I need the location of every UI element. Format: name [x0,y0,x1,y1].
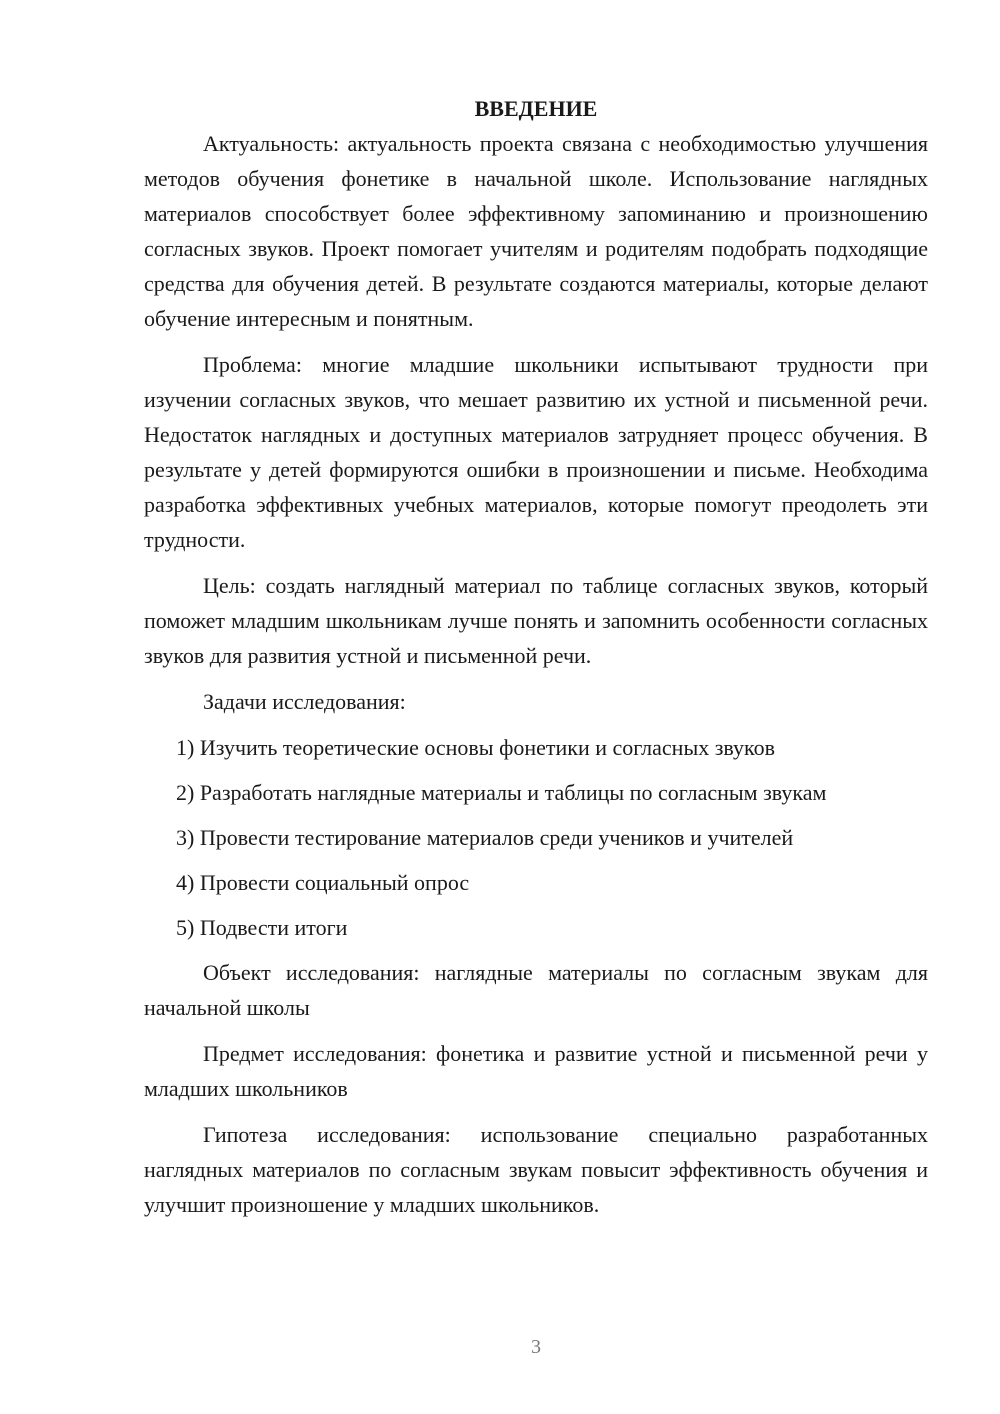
page-number: 3 [531,1336,541,1358]
subject-paragraph: Предмет исследования: фонетика и развитие устной и письменной речи у младших школьников [144,1041,928,1101]
tasks-heading: Задачи исследования: [203,689,406,714]
goal-paragraph: Цель: создать наглядный материал по таблице согласных звуков, который поможет младшим школьникам лучше понять и запомнить особенности согласных звуков для развития устной и письменной речи. [144,573,928,668]
task-item-3: 3) Провести тестирование материалов среди учеников и учителей [176,825,794,850]
task-item-5: 5) Подвести итоги [176,915,348,940]
task-item-1: 1) Изучить теоретические основы фонетики и согласных звуков [176,735,776,760]
relevance-paragraph: Актуальность: актуальность проекта связана с необходимостью улучшения методов обучения фонетике в начальной школе. Использование наглядных материалов способствует более эффективному запоминанию и произношению согласных звуков. Проект помогает учителям и родителям подобрать подходящие средства для обучения детей. В результате создаются материалы, которые делают обучение интересным и понятным. [144,131,928,331]
task-item-2: 2) Разработать наглядные материалы и таблицы по согласным звукам [176,780,827,805]
section-title: ВВЕДЕНИЕ [474,96,598,121]
task-item-4: 4) Провести социальный опрос [176,870,470,895]
problem-paragraph: Проблема: многие младшие школьники испытывают трудности при изучении согласных звуков, что мешает развитию их устной и письменной речи. Недостаток наглядных и доступных материалов затрудняет процесс обучения. В результате у детей формируются ошибки в произношении и письме. Необходима разработка эффективных учебных материалов, которые помогут преодолеть эти трудности. [144,352,928,552]
hypothesis-paragraph: Гипотеза исследования: использование специально разработанных наглядных материалов по согласным звукам повысит эффективность обучения и улучшит произношение у младших школьников. [144,1122,928,1217]
document-page [144,92,928,1233]
object-paragraph: Объект исследования: наглядные материалы по согласным звукам для начальной школы [144,960,928,1020]
